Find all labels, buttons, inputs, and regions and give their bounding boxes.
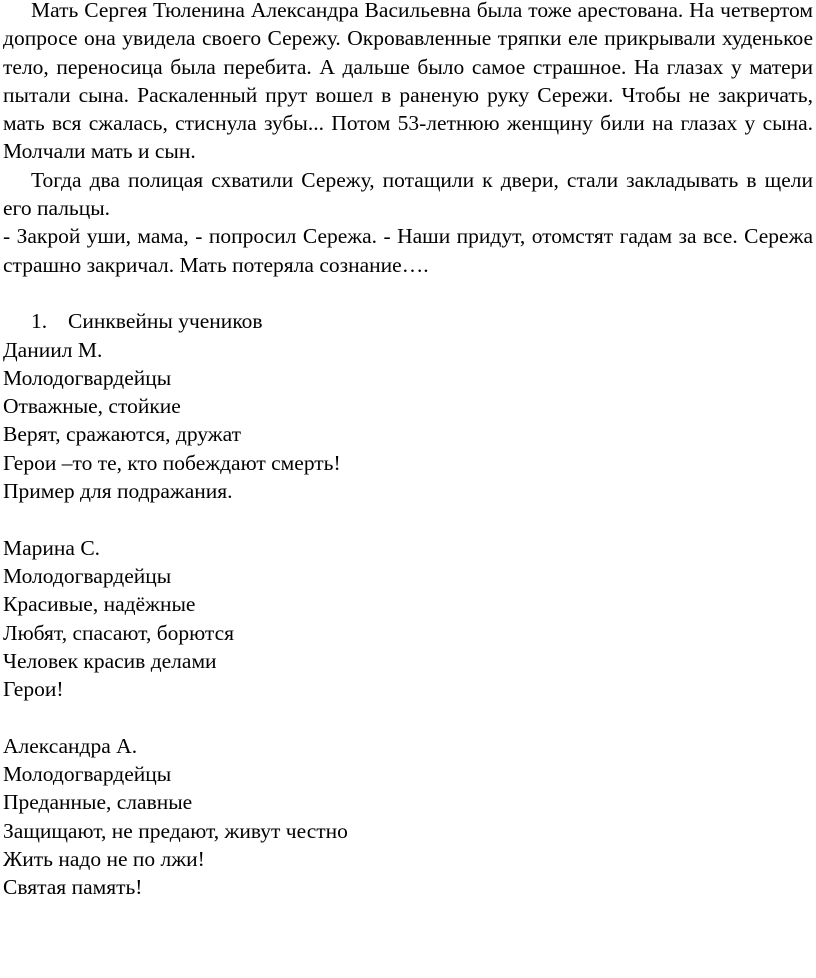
story-paragraph-2: Тогда два полицая схватили Сережу, потащили к двери, стали закладывать в щели его пальцы. [3, 167, 813, 221]
cinquain-author: Александра А. [3, 733, 138, 758]
cinquain-line: Отважные, стойкие [3, 394, 181, 419]
cinquain-author: Даниил М. [3, 337, 103, 362]
cinquain-line: Пример для подражания. [3, 479, 233, 504]
cinquain-line: Герои –то те, кто побеждают смерть! [3, 450, 341, 475]
blank-line [3, 505, 813, 533]
section-title: Синквейны учеников [68, 309, 263, 334]
cinquain-block [3, 534, 813, 704]
document-page [3, 0, 813, 902]
story-paragraph-3: - Закрой уши, мама, - попросил Сережа. - Наши придут, отомстят гадам за все. Сережа страшно закричал. Мать потеряла сознание…. [3, 224, 813, 277]
cinquain-line: Святая память! [3, 875, 143, 900]
cinquain-line: Герои! [3, 677, 64, 702]
cinquain-line: Защищают, не предают, живут честно [3, 818, 348, 843]
cinquain-line: Человек красив делами [3, 648, 217, 673]
cinquain-line: Молодогвардейцы [3, 365, 172, 390]
cinquain-line: Красивые, надёжные [3, 592, 196, 617]
story-paragraph-1: Мать Сергея Тюленина Александра Васильевна была тоже арестована. На четвертом допросе она увидела своего Сережу. Окровавленные тряпки еле прикрывали худенькое тело, переносица была перебита. А дальше было самое страшное. На глазах у матери пытали сына. Раскаленный прут вошел в раненую руку Сережи. Чтобы не закричать, мать вся сжалась, стиснула зубы... Потом 53-летнюю женщину били на глазах у сына. Молчали мать и сын. [3, 0, 813, 164]
blank-line [3, 279, 813, 307]
section-number: 1. [31, 309, 48, 334]
blank-line [3, 703, 813, 731]
cinquain-block [3, 336, 813, 506]
cinquain-line: Любят, спасают, борются [3, 620, 235, 645]
cinquain-line: Молодогвардейцы [3, 563, 172, 588]
cinquain-block [3, 732, 813, 902]
cinquain-author: Марина С. [3, 535, 101, 560]
cinquain-line: Верят, сражаются, дружат [3, 422, 242, 447]
cinquain-line: Преданные, славные [3, 790, 193, 815]
section-heading [3, 307, 813, 335]
cinquain-line: Молодогвардейцы [3, 762, 172, 787]
cinquain-line: Жить надо не по лжи! [3, 846, 205, 871]
